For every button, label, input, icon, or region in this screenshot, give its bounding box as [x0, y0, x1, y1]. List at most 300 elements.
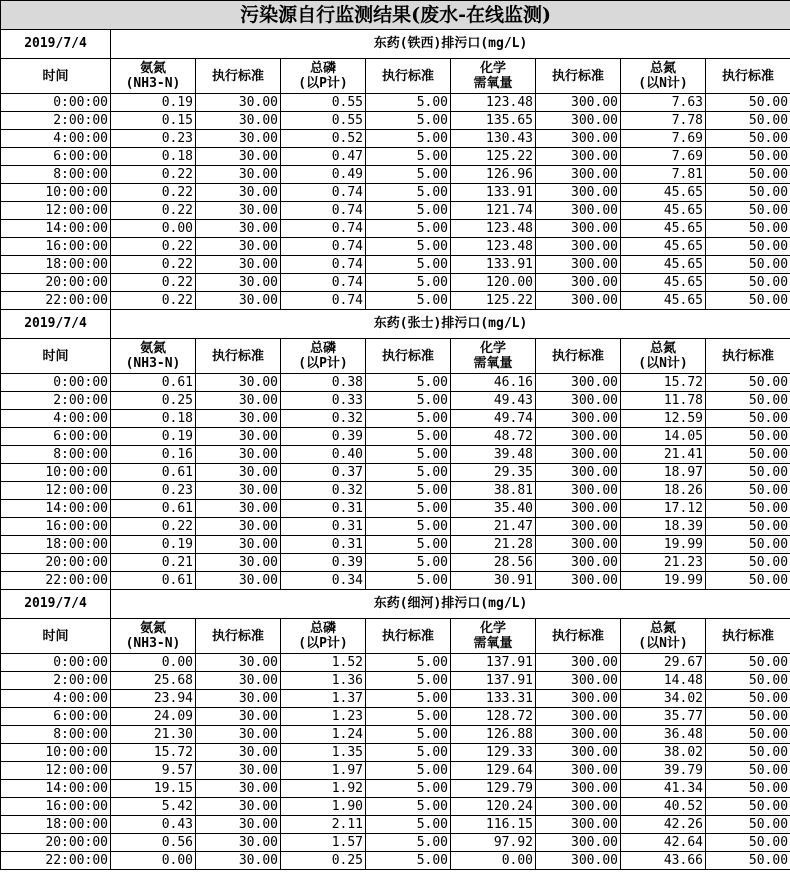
- cell-time: 0:00:00: [1, 654, 111, 672]
- cell-nh3: 24.09: [111, 708, 196, 726]
- cell-nh3: 0.15: [111, 112, 196, 130]
- cell-time: 20:00:00: [1, 274, 111, 292]
- cell-time: 2:00:00: [1, 672, 111, 690]
- header-cod-line2: 需氧量: [473, 356, 513, 371]
- cell-tn-standard: 50.00: [706, 374, 790, 392]
- cell-tn: 29.67: [621, 654, 706, 672]
- cell-time: 18:00:00: [1, 816, 111, 834]
- cell-tp-standard: 5.00: [366, 554, 451, 572]
- cell-tn-standard: 50.00: [706, 816, 790, 834]
- cell-nh3-standard: 30.00: [196, 184, 281, 202]
- cell-nh3-standard: 30.00: [196, 780, 281, 798]
- cell-tp: 1.52: [281, 654, 366, 672]
- cell-tn-standard: 50.00: [706, 834, 790, 852]
- cell-cod-standard: 300.00: [536, 274, 621, 292]
- header-standard: 执行标准: [196, 59, 281, 94]
- header-cod-line2: 需氧量: [473, 76, 513, 91]
- cell-tp: 1.90: [281, 798, 366, 816]
- cell-tp: 1.24: [281, 726, 366, 744]
- cell-time: 0:00:00: [1, 374, 111, 392]
- cell-cod-standard: 300.00: [536, 482, 621, 500]
- cell-nh3-standard: 30.00: [196, 392, 281, 410]
- cell-nh3: 0.18: [111, 148, 196, 166]
- cell-nh3: 0.43: [111, 816, 196, 834]
- cell-tn-standard: 50.00: [706, 762, 790, 780]
- table-row: [1, 852, 790, 870]
- cell-nh3: 5.42: [111, 798, 196, 816]
- cell-tp: 0.74: [281, 202, 366, 220]
- cell-nh3-standard: 30.00: [196, 256, 281, 274]
- cell-nh3-standard: 30.00: [196, 572, 281, 590]
- cell-tn-standard: 50.00: [706, 166, 790, 184]
- cell-cod: 120.24: [451, 798, 536, 816]
- cell-tp: 0.74: [281, 256, 366, 274]
- cell-tp-standard: 5.00: [366, 536, 451, 554]
- cell-tn: 19.99: [621, 572, 706, 590]
- cell-cod-standard: 300.00: [536, 166, 621, 184]
- cell-tp-standard: 5.00: [366, 292, 451, 310]
- cell-tn: 12.59: [621, 410, 706, 428]
- cell-cod: 137.91: [451, 672, 536, 690]
- cell-nh3-standard: 30.00: [196, 428, 281, 446]
- header-tn-line2: (以N计): [638, 356, 688, 371]
- cell-tn-standard: 50.00: [706, 392, 790, 410]
- cell-nh3: 0.21: [111, 554, 196, 572]
- table-row: [1, 446, 790, 464]
- cell-tn-standard: 50.00: [706, 112, 790, 130]
- table-row: [1, 744, 790, 762]
- cell-cod: 126.96: [451, 166, 536, 184]
- cell-time: 22:00:00: [1, 852, 111, 870]
- cell-tp: 0.74: [281, 220, 366, 238]
- cell-nh3: 0.22: [111, 274, 196, 292]
- cell-cod-standard: 300.00: [536, 852, 621, 870]
- cell-tn: 15.72: [621, 374, 706, 392]
- table-row: [1, 672, 790, 690]
- cell-time: 14:00:00: [1, 500, 111, 518]
- cell-nh3-standard: 30.00: [196, 500, 281, 518]
- cell-nh3: 0.22: [111, 166, 196, 184]
- cell-cod-standard: 300.00: [536, 184, 621, 202]
- cell-cod: 133.91: [451, 256, 536, 274]
- cell-tn-standard: 50.00: [706, 220, 790, 238]
- cell-time: 10:00:00: [1, 744, 111, 762]
- cell-time: 6:00:00: [1, 428, 111, 446]
- cell-tn-standard: 50.00: [706, 410, 790, 428]
- cell-tn-standard: 50.00: [706, 852, 790, 870]
- cell-nh3-standard: 30.00: [196, 834, 281, 852]
- cell-cod: 128.72: [451, 708, 536, 726]
- cell-nh3-standard: 30.00: [196, 94, 281, 112]
- cell-tn-standard: 50.00: [706, 256, 790, 274]
- cell-tn-standard: 50.00: [706, 708, 790, 726]
- header-tn: [621, 59, 706, 94]
- cell-tp: 0.31: [281, 500, 366, 518]
- cell-tn-standard: 50.00: [706, 94, 790, 112]
- header-standard: 执行标准: [706, 339, 790, 374]
- cell-nh3: 0.19: [111, 428, 196, 446]
- cell-nh3-standard: 30.00: [196, 762, 281, 780]
- cell-cod: 129.64: [451, 762, 536, 780]
- header-tn: [621, 339, 706, 374]
- cell-cod: 121.74: [451, 202, 536, 220]
- cell-nh3: 0.18: [111, 410, 196, 428]
- section-date: 2019/7/4: [1, 590, 111, 619]
- cell-nh3-standard: 30.00: [196, 274, 281, 292]
- header-nh3-line1: 氨氮: [139, 621, 166, 636]
- cell-tn-standard: 50.00: [706, 202, 790, 220]
- cell-cod-standard: 300.00: [536, 464, 621, 482]
- cell-tp: 1.57: [281, 834, 366, 852]
- cell-tn: 45.65: [621, 256, 706, 274]
- cell-tp-standard: 5.00: [366, 184, 451, 202]
- table-row: [1, 690, 790, 708]
- cell-tn-standard: 50.00: [706, 726, 790, 744]
- cell-tn-standard: 50.00: [706, 130, 790, 148]
- header-tn-line2: (以N计): [638, 636, 688, 651]
- table-row: [1, 780, 790, 798]
- cell-nh3-standard: 30.00: [196, 238, 281, 256]
- cell-nh3-standard: 30.00: [196, 852, 281, 870]
- cell-cod: 49.43: [451, 392, 536, 410]
- cell-time: 2:00:00: [1, 112, 111, 130]
- cell-nh3: 0.22: [111, 518, 196, 536]
- cell-time: 22:00:00: [1, 572, 111, 590]
- header-cod-line1: 化学: [479, 341, 506, 356]
- cell-nh3: 0.22: [111, 292, 196, 310]
- section-outlet: 东药(细河)排污口(mg/L): [111, 590, 790, 619]
- table-row: [1, 166, 790, 184]
- header-standard: 执行标准: [366, 619, 451, 654]
- table-row: [1, 94, 790, 112]
- cell-tn: 38.02: [621, 744, 706, 762]
- header-standard: 执行标准: [706, 619, 790, 654]
- cell-tn: 21.41: [621, 446, 706, 464]
- cell-cod: 46.16: [451, 374, 536, 392]
- header-time: 时间: [1, 59, 111, 94]
- table-row: [1, 500, 790, 518]
- cell-cod: 123.48: [451, 220, 536, 238]
- cell-tp: 0.32: [281, 482, 366, 500]
- cell-cod-standard: 300.00: [536, 798, 621, 816]
- cell-cod-standard: 300.00: [536, 834, 621, 852]
- cell-nh3: 0.56: [111, 834, 196, 852]
- cell-time: 12:00:00: [1, 482, 111, 500]
- cell-tp-standard: 5.00: [366, 446, 451, 464]
- section-date: 2019/7/4: [1, 310, 111, 339]
- cell-time: 0:00:00: [1, 94, 111, 112]
- section-outlet: 东药(铁西)排污口(mg/L): [111, 30, 790, 59]
- cell-nh3-standard: 30.00: [196, 148, 281, 166]
- header-nh3-line1: 氨氮: [139, 341, 166, 356]
- cell-tp: 1.23: [281, 708, 366, 726]
- section-outlet: 东药(张士)排污口(mg/L): [111, 310, 790, 339]
- cell-nh3: 0.25: [111, 392, 196, 410]
- cell-cod-standard: 300.00: [536, 726, 621, 744]
- cell-cod: 125.22: [451, 148, 536, 166]
- cell-nh3: 19.15: [111, 780, 196, 798]
- header-tn-line1: 总氮: [649, 61, 676, 76]
- cell-time: 4:00:00: [1, 130, 111, 148]
- header-standard: 执行标准: [536, 339, 621, 374]
- cell-nh3: 0.22: [111, 202, 196, 220]
- cell-cod: 48.72: [451, 428, 536, 446]
- cell-time: 8:00:00: [1, 446, 111, 464]
- cell-cod-standard: 300.00: [536, 112, 621, 130]
- cell-tn-standard: 50.00: [706, 672, 790, 690]
- cell-time: 22:00:00: [1, 292, 111, 310]
- cell-nh3: 0.22: [111, 256, 196, 274]
- cell-cod-standard: 300.00: [536, 292, 621, 310]
- cell-tp: 0.49: [281, 166, 366, 184]
- cell-tp-standard: 5.00: [366, 94, 451, 112]
- cell-nh3-standard: 30.00: [196, 536, 281, 554]
- header-nh3-line2: (NH3-N): [125, 356, 181, 371]
- cell-nh3-standard: 30.00: [196, 112, 281, 130]
- cell-time: 12:00:00: [1, 762, 111, 780]
- table-row: [1, 238, 790, 256]
- cell-tn-standard: 50.00: [706, 274, 790, 292]
- cell-tn-standard: 50.00: [706, 500, 790, 518]
- cell-tn: 7.78: [621, 112, 706, 130]
- cell-tp-standard: 5.00: [366, 410, 451, 428]
- cell-tn-standard: 50.00: [706, 654, 790, 672]
- cell-cod-standard: 300.00: [536, 536, 621, 554]
- cell-time: 14:00:00: [1, 780, 111, 798]
- header-tp: [281, 59, 366, 94]
- cell-cod-standard: 300.00: [536, 238, 621, 256]
- cell-tn-standard: 50.00: [706, 798, 790, 816]
- cell-tp-standard: 5.00: [366, 392, 451, 410]
- cell-tp: 0.39: [281, 428, 366, 446]
- table-row: [1, 726, 790, 744]
- cell-cod: 135.65: [451, 112, 536, 130]
- cell-nh3: 0.23: [111, 130, 196, 148]
- cell-cod-standard: 300.00: [536, 446, 621, 464]
- header-cod-line2: 需氧量: [473, 636, 513, 651]
- cell-tp-standard: 5.00: [366, 464, 451, 482]
- cell-tn: 45.65: [621, 202, 706, 220]
- cell-nh3-standard: 30.00: [196, 654, 281, 672]
- cell-tn: 19.99: [621, 536, 706, 554]
- cell-tn-standard: 50.00: [706, 536, 790, 554]
- cell-tn-standard: 50.00: [706, 292, 790, 310]
- cell-tp: 0.38: [281, 374, 366, 392]
- cell-tn: 45.65: [621, 220, 706, 238]
- cell-cod-standard: 300.00: [536, 518, 621, 536]
- cell-tn-standard: 50.00: [706, 482, 790, 500]
- cell-tp-standard: 5.00: [366, 238, 451, 256]
- cell-tp-standard: 5.00: [366, 112, 451, 130]
- cell-cod-standard: 300.00: [536, 202, 621, 220]
- header-nh3-line2: (NH3-N): [125, 636, 181, 651]
- table-row: [1, 554, 790, 572]
- header-tn-line1: 总氮: [649, 341, 676, 356]
- table-row: [1, 148, 790, 166]
- cell-nh3: 21.30: [111, 726, 196, 744]
- cell-tn: 45.65: [621, 238, 706, 256]
- cell-nh3: 0.00: [111, 654, 196, 672]
- cell-cod-standard: 300.00: [536, 392, 621, 410]
- cell-cod-standard: 300.00: [536, 94, 621, 112]
- cell-tp-standard: 5.00: [366, 816, 451, 834]
- cell-tp: 0.55: [281, 112, 366, 130]
- cell-cod: 133.31: [451, 690, 536, 708]
- cell-tp: 1.36: [281, 672, 366, 690]
- cell-tn: 18.97: [621, 464, 706, 482]
- cell-tn-standard: 50.00: [706, 446, 790, 464]
- cell-cod-standard: 300.00: [536, 500, 621, 518]
- cell-time: 16:00:00: [1, 798, 111, 816]
- column-header-row: [1, 619, 790, 654]
- cell-tn: 40.52: [621, 798, 706, 816]
- cell-cod-standard: 300.00: [536, 708, 621, 726]
- cell-time: 10:00:00: [1, 464, 111, 482]
- table-row: [1, 130, 790, 148]
- cell-nh3-standard: 30.00: [196, 464, 281, 482]
- cell-tp: 0.74: [281, 274, 366, 292]
- cell-cod: 30.91: [451, 572, 536, 590]
- cell-tp-standard: 5.00: [366, 708, 451, 726]
- cell-cod-standard: 300.00: [536, 762, 621, 780]
- page-title: 污染源自行监测结果(废水-在线监测): [1, 1, 790, 30]
- cell-cod: 38.81: [451, 482, 536, 500]
- header-standard: 执行标准: [366, 339, 451, 374]
- header-cod-line1: 化学: [479, 61, 506, 76]
- table-row: [1, 572, 790, 590]
- cell-time: 10:00:00: [1, 184, 111, 202]
- cell-nh3: 0.61: [111, 500, 196, 518]
- cell-time: 4:00:00: [1, 690, 111, 708]
- cell-nh3: 0.16: [111, 446, 196, 464]
- cell-tp: 1.37: [281, 690, 366, 708]
- cell-tp: 0.52: [281, 130, 366, 148]
- cell-tn-standard: 50.00: [706, 464, 790, 482]
- header-time: 时间: [1, 339, 111, 374]
- cell-tp-standard: 5.00: [366, 726, 451, 744]
- cell-tn-standard: 50.00: [706, 690, 790, 708]
- section-row: [1, 310, 790, 339]
- section-row: [1, 30, 790, 59]
- cell-tp-standard: 5.00: [366, 482, 451, 500]
- header-nh3: [111, 619, 196, 654]
- cell-time: 14:00:00: [1, 220, 111, 238]
- cell-tp: 0.39: [281, 554, 366, 572]
- cell-cod-standard: 300.00: [536, 672, 621, 690]
- title-row: [1, 1, 790, 30]
- cell-tn: 21.23: [621, 554, 706, 572]
- cell-tn: 45.65: [621, 184, 706, 202]
- cell-tp-standard: 5.00: [366, 166, 451, 184]
- cell-tp: 0.33: [281, 392, 366, 410]
- table-row: [1, 482, 790, 500]
- cell-tn-standard: 50.00: [706, 554, 790, 572]
- cell-tp: 0.34: [281, 572, 366, 590]
- cell-nh3-standard: 30.00: [196, 446, 281, 464]
- header-nh3: [111, 59, 196, 94]
- cell-tp: 0.25: [281, 852, 366, 870]
- header-tp-line1: 总磷: [309, 341, 336, 356]
- cell-nh3: 0.22: [111, 184, 196, 202]
- header-standard: 执行标准: [196, 619, 281, 654]
- header-tn: [621, 619, 706, 654]
- cell-tn-standard: 50.00: [706, 744, 790, 762]
- cell-tn: 7.69: [621, 148, 706, 166]
- cell-cod-standard: 300.00: [536, 220, 621, 238]
- cell-nh3: 23.94: [111, 690, 196, 708]
- cell-tn: 42.26: [621, 816, 706, 834]
- cell-cod: 28.56: [451, 554, 536, 572]
- cell-tn: 7.63: [621, 94, 706, 112]
- cell-tp-standard: 5.00: [366, 672, 451, 690]
- cell-tp: 1.92: [281, 780, 366, 798]
- header-nh3-line2: (NH3-N): [125, 76, 181, 91]
- header-nh3: [111, 339, 196, 374]
- header-cod: [451, 59, 536, 94]
- cell-tn: 45.65: [621, 274, 706, 292]
- cell-nh3: 0.00: [111, 852, 196, 870]
- table-row: [1, 292, 790, 310]
- cell-cod-standard: 300.00: [536, 572, 621, 590]
- cell-cod: 97.92: [451, 834, 536, 852]
- cell-tp-standard: 5.00: [366, 256, 451, 274]
- cell-tn-standard: 50.00: [706, 148, 790, 166]
- cell-cod-standard: 300.00: [536, 256, 621, 274]
- cell-tp-standard: 5.00: [366, 690, 451, 708]
- cell-cod: 116.15: [451, 816, 536, 834]
- cell-nh3: 0.61: [111, 572, 196, 590]
- cell-nh3-standard: 30.00: [196, 130, 281, 148]
- cell-tp: 0.37: [281, 464, 366, 482]
- cell-nh3-standard: 30.00: [196, 690, 281, 708]
- cell-cod: 125.22: [451, 292, 536, 310]
- cell-tp-standard: 5.00: [366, 428, 451, 446]
- cell-tn: 35.77: [621, 708, 706, 726]
- header-standard: 执行标准: [196, 339, 281, 374]
- table-row: [1, 464, 790, 482]
- header-cod: [451, 339, 536, 374]
- header-tp-line2: (以P计): [298, 356, 348, 371]
- table-row: [1, 834, 790, 852]
- cell-tn: 41.34: [621, 780, 706, 798]
- cell-time: 18:00:00: [1, 536, 111, 554]
- cell-cod: 126.88: [451, 726, 536, 744]
- table-row: [1, 708, 790, 726]
- cell-tp: 0.74: [281, 184, 366, 202]
- table-row: [1, 428, 790, 446]
- cell-cod: 21.28: [451, 536, 536, 554]
- cell-nh3: 0.23: [111, 482, 196, 500]
- header-cod: [451, 619, 536, 654]
- cell-tp-standard: 5.00: [366, 518, 451, 536]
- cell-cod-standard: 300.00: [536, 744, 621, 762]
- cell-cod: 129.33: [451, 744, 536, 762]
- cell-tp-standard: 5.00: [366, 148, 451, 166]
- cell-cod-standard: 300.00: [536, 410, 621, 428]
- cell-time: 2:00:00: [1, 392, 111, 410]
- cell-nh3-standard: 30.00: [196, 554, 281, 572]
- cell-tn: 11.78: [621, 392, 706, 410]
- cell-nh3-standard: 30.00: [196, 374, 281, 392]
- cell-time: 20:00:00: [1, 554, 111, 572]
- header-tp-line1: 总磷: [309, 61, 336, 76]
- cell-cod: 0.00: [451, 852, 536, 870]
- cell-tp-standard: 5.00: [366, 572, 451, 590]
- cell-tp-standard: 5.00: [366, 852, 451, 870]
- cell-tp-standard: 5.00: [366, 798, 451, 816]
- cell-time: 20:00:00: [1, 834, 111, 852]
- cell-cod: 130.43: [451, 130, 536, 148]
